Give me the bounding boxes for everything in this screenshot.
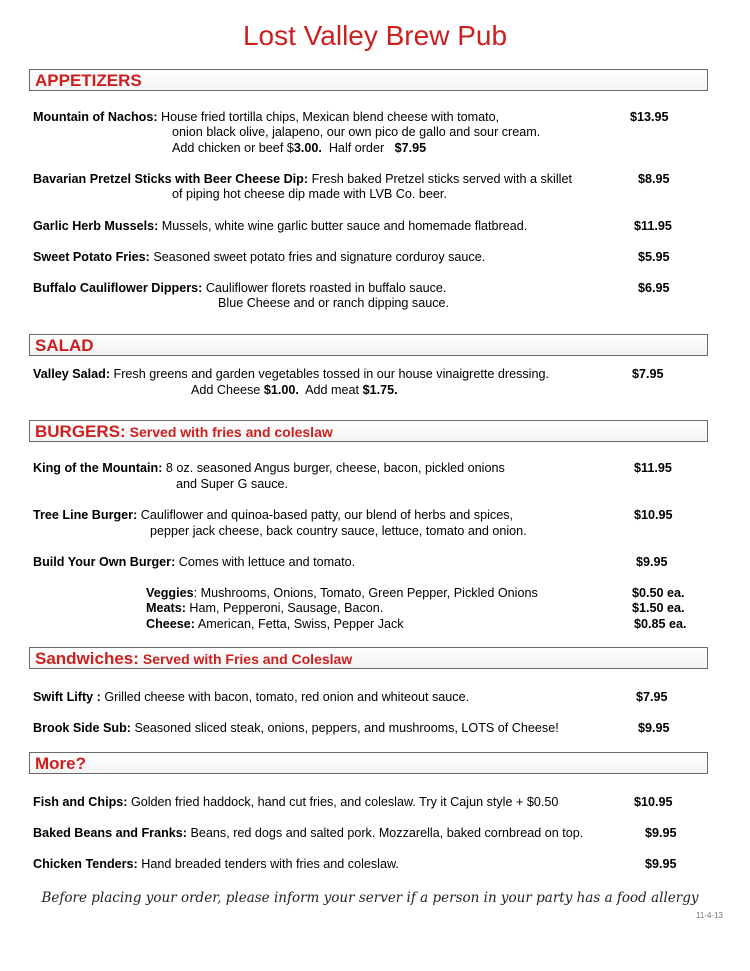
section-subtitle: Served with fries and coleslaw	[129, 424, 333, 440]
section-header-more	[29, 752, 708, 774]
item-name: Build Your Own Burger:	[33, 555, 176, 569]
menu-item-name-line	[33, 281, 446, 296]
item-price: $9.95	[645, 857, 677, 871]
item-desc: Comes with lettuce and tomato.	[178, 555, 356, 569]
addon-price: $1.75.	[362, 383, 398, 397]
section-header-burgers	[29, 420, 708, 442]
item-name: Brook Side Sub:	[33, 721, 131, 735]
item-desc: Mussels, white wine garlic butter sauce and homemade flatbread.	[161, 219, 528, 233]
item-price: $11.95	[634, 461, 672, 475]
item-price: $9.95	[645, 826, 677, 840]
item-price: $7.95	[632, 367, 664, 381]
menu-title: Lost Valley Brew Pub	[242, 20, 508, 51]
item-name: Chicken Tenders:	[33, 857, 138, 871]
menu-item-name-line	[33, 857, 399, 872]
item-desc: Fresh greens and garden vegetables tossed in our house vinaigrette dressing.	[113, 367, 549, 381]
item-desc: 8 oz. seasoned Angus burger, cheese, bacon, pickled onions	[165, 461, 505, 475]
item-desc: Cauliflower florets roasted in buffalo sauce.	[205, 281, 447, 295]
item-desc: pepper jack cheese, back country sauce, lettuce, tomato and onion.	[150, 524, 527, 538]
section-title-text: Sandwiches:	[35, 649, 139, 668]
addon-text: Add chicken or beef $	[172, 141, 294, 155]
item-price: $6.95	[638, 281, 670, 295]
menu-item-name-line	[33, 555, 355, 570]
item-desc: Beans, red dogs and salted pork. Mozzarella, baked cornbread on top.	[190, 826, 584, 840]
addon-price: 3.00.	[293, 141, 322, 155]
item-price: $5.95	[638, 250, 670, 264]
addon-text: Half order	[321, 141, 395, 155]
item-desc: and Super G sauce.	[176, 477, 289, 491]
date-code: 11-4-13	[696, 911, 723, 920]
item-desc: Fresh baked Pretzel sticks served with a skillet	[311, 172, 572, 186]
addon-price: $0.85 ea.	[634, 617, 687, 631]
section-subtitle: Served with Fries and Coleslaw	[142, 651, 353, 667]
section-title: More?	[35, 754, 86, 773]
item-name: King of the Mountain:	[33, 461, 163, 475]
section-title-text: BURGERS:	[35, 422, 126, 441]
addon-line-cheese	[146, 617, 404, 632]
item-desc: Grilled cheese with bacon, tomato, red onion and whiteout sauce.	[104, 690, 470, 704]
addon-price: $1.00.	[263, 383, 299, 397]
allergy-notice: Before placing your order, please inform your server if a person in your party has a food allergy	[41, 890, 699, 906]
item-name: Bavarian Pretzel Sticks with Beer Cheese Dip:	[33, 172, 309, 186]
item-name: Valley Salad:	[33, 367, 111, 381]
item-desc: Golden fried haddock, hand cut fries, and coleslaw. Try it Cajun style + $0.50	[130, 795, 559, 809]
section-title: SALAD	[35, 336, 94, 355]
item-desc: Seasoned sweet potato fries and signature corduroy sauce.	[153, 250, 486, 264]
item-desc: of piping hot cheese dip made with LVB Co. beer.	[172, 187, 447, 201]
item-desc: House fried tortilla chips, Mexican blend cheese with tomato,	[161, 110, 500, 124]
item-name: Tree Line Burger:	[33, 508, 138, 522]
item-name: Buffalo Cauliflower Dippers:	[33, 281, 203, 295]
item-desc: Blue Cheese and or ranch dipping sauce.	[218, 296, 450, 310]
menu-item-name-line	[33, 219, 527, 234]
section-title	[35, 649, 352, 669]
item-name: Mountain of Nachos:	[33, 110, 158, 124]
item-name: Sweet Potato Fries:	[33, 250, 150, 264]
item-price: $9.95	[638, 721, 670, 735]
item-price: $10.95	[634, 508, 673, 522]
item-name: Fish and Chips:	[33, 795, 128, 809]
addon-text: Mushrooms, Onions, Tomato, Green Pepper, Pickled Onions	[200, 586, 538, 600]
section-header-salad	[29, 334, 708, 356]
addon-price: $0.50 ea.	[632, 586, 685, 600]
item-price: $7.95	[636, 690, 668, 704]
addon-label: Meats:	[146, 601, 186, 615]
section-title: APPETIZERS	[35, 71, 142, 90]
menu-item-name-line	[33, 110, 499, 125]
item-price: $8.95	[638, 172, 670, 186]
item-price: $10.95	[634, 795, 673, 809]
addon-sep: :	[193, 586, 201, 600]
item-desc: Cauliflower and quinoa-based patty, our blend of herbs and spices,	[140, 508, 513, 522]
item-price: $13.95	[630, 110, 669, 124]
addon-text: Ham, Pepperoni, Sausage, Bacon.	[189, 601, 384, 615]
section-title	[35, 422, 333, 442]
section-header-sandwiches	[29, 647, 708, 669]
item-name: Garlic Herb Mussels:	[33, 219, 159, 233]
item-name: Baked Beans and Franks:	[33, 826, 187, 840]
addon-text: Add Cheese	[191, 383, 264, 397]
half-order-price: $7.95	[394, 141, 427, 155]
item-price: $9.95	[636, 555, 668, 569]
menu-item-name-line	[33, 826, 583, 841]
menu-item-name-line	[33, 367, 549, 382]
menu-item-name-line	[33, 172, 572, 187]
item-desc: Hand breaded tenders with fries and coleslaw.	[141, 857, 399, 871]
item-addon-line	[172, 141, 426, 156]
addon-line-meats	[146, 601, 383, 616]
addon-text: American, Fetta, Swiss, Pepper Jack	[197, 617, 404, 631]
menu-item-name-line	[33, 250, 485, 265]
menu-item-name-line	[33, 461, 505, 476]
section-header-appetizers	[29, 69, 708, 91]
addon-price: $1.50 ea.	[632, 601, 685, 615]
addon-line-veggies	[146, 586, 538, 601]
addon-label: Veggies	[146, 586, 194, 600]
menu-item-name-line	[33, 690, 469, 705]
item-desc: Seasoned sliced steak, onions, peppers, and mushrooms, LOTS of Cheese!	[130, 721, 559, 735]
menu-item-name-line	[33, 508, 513, 523]
item-name: Swift Lifty :	[33, 690, 101, 704]
item-price: $11.95	[634, 219, 672, 233]
menu-item-name-line	[33, 795, 558, 810]
menu-item-name-line	[33, 721, 559, 736]
addon-text: Add meat	[298, 383, 363, 397]
item-desc: onion black olive, jalapeno, our own pico de gallo and sour cream.	[172, 125, 541, 139]
addon-label: Cheese:	[146, 617, 195, 631]
item-addon-line	[191, 383, 398, 398]
